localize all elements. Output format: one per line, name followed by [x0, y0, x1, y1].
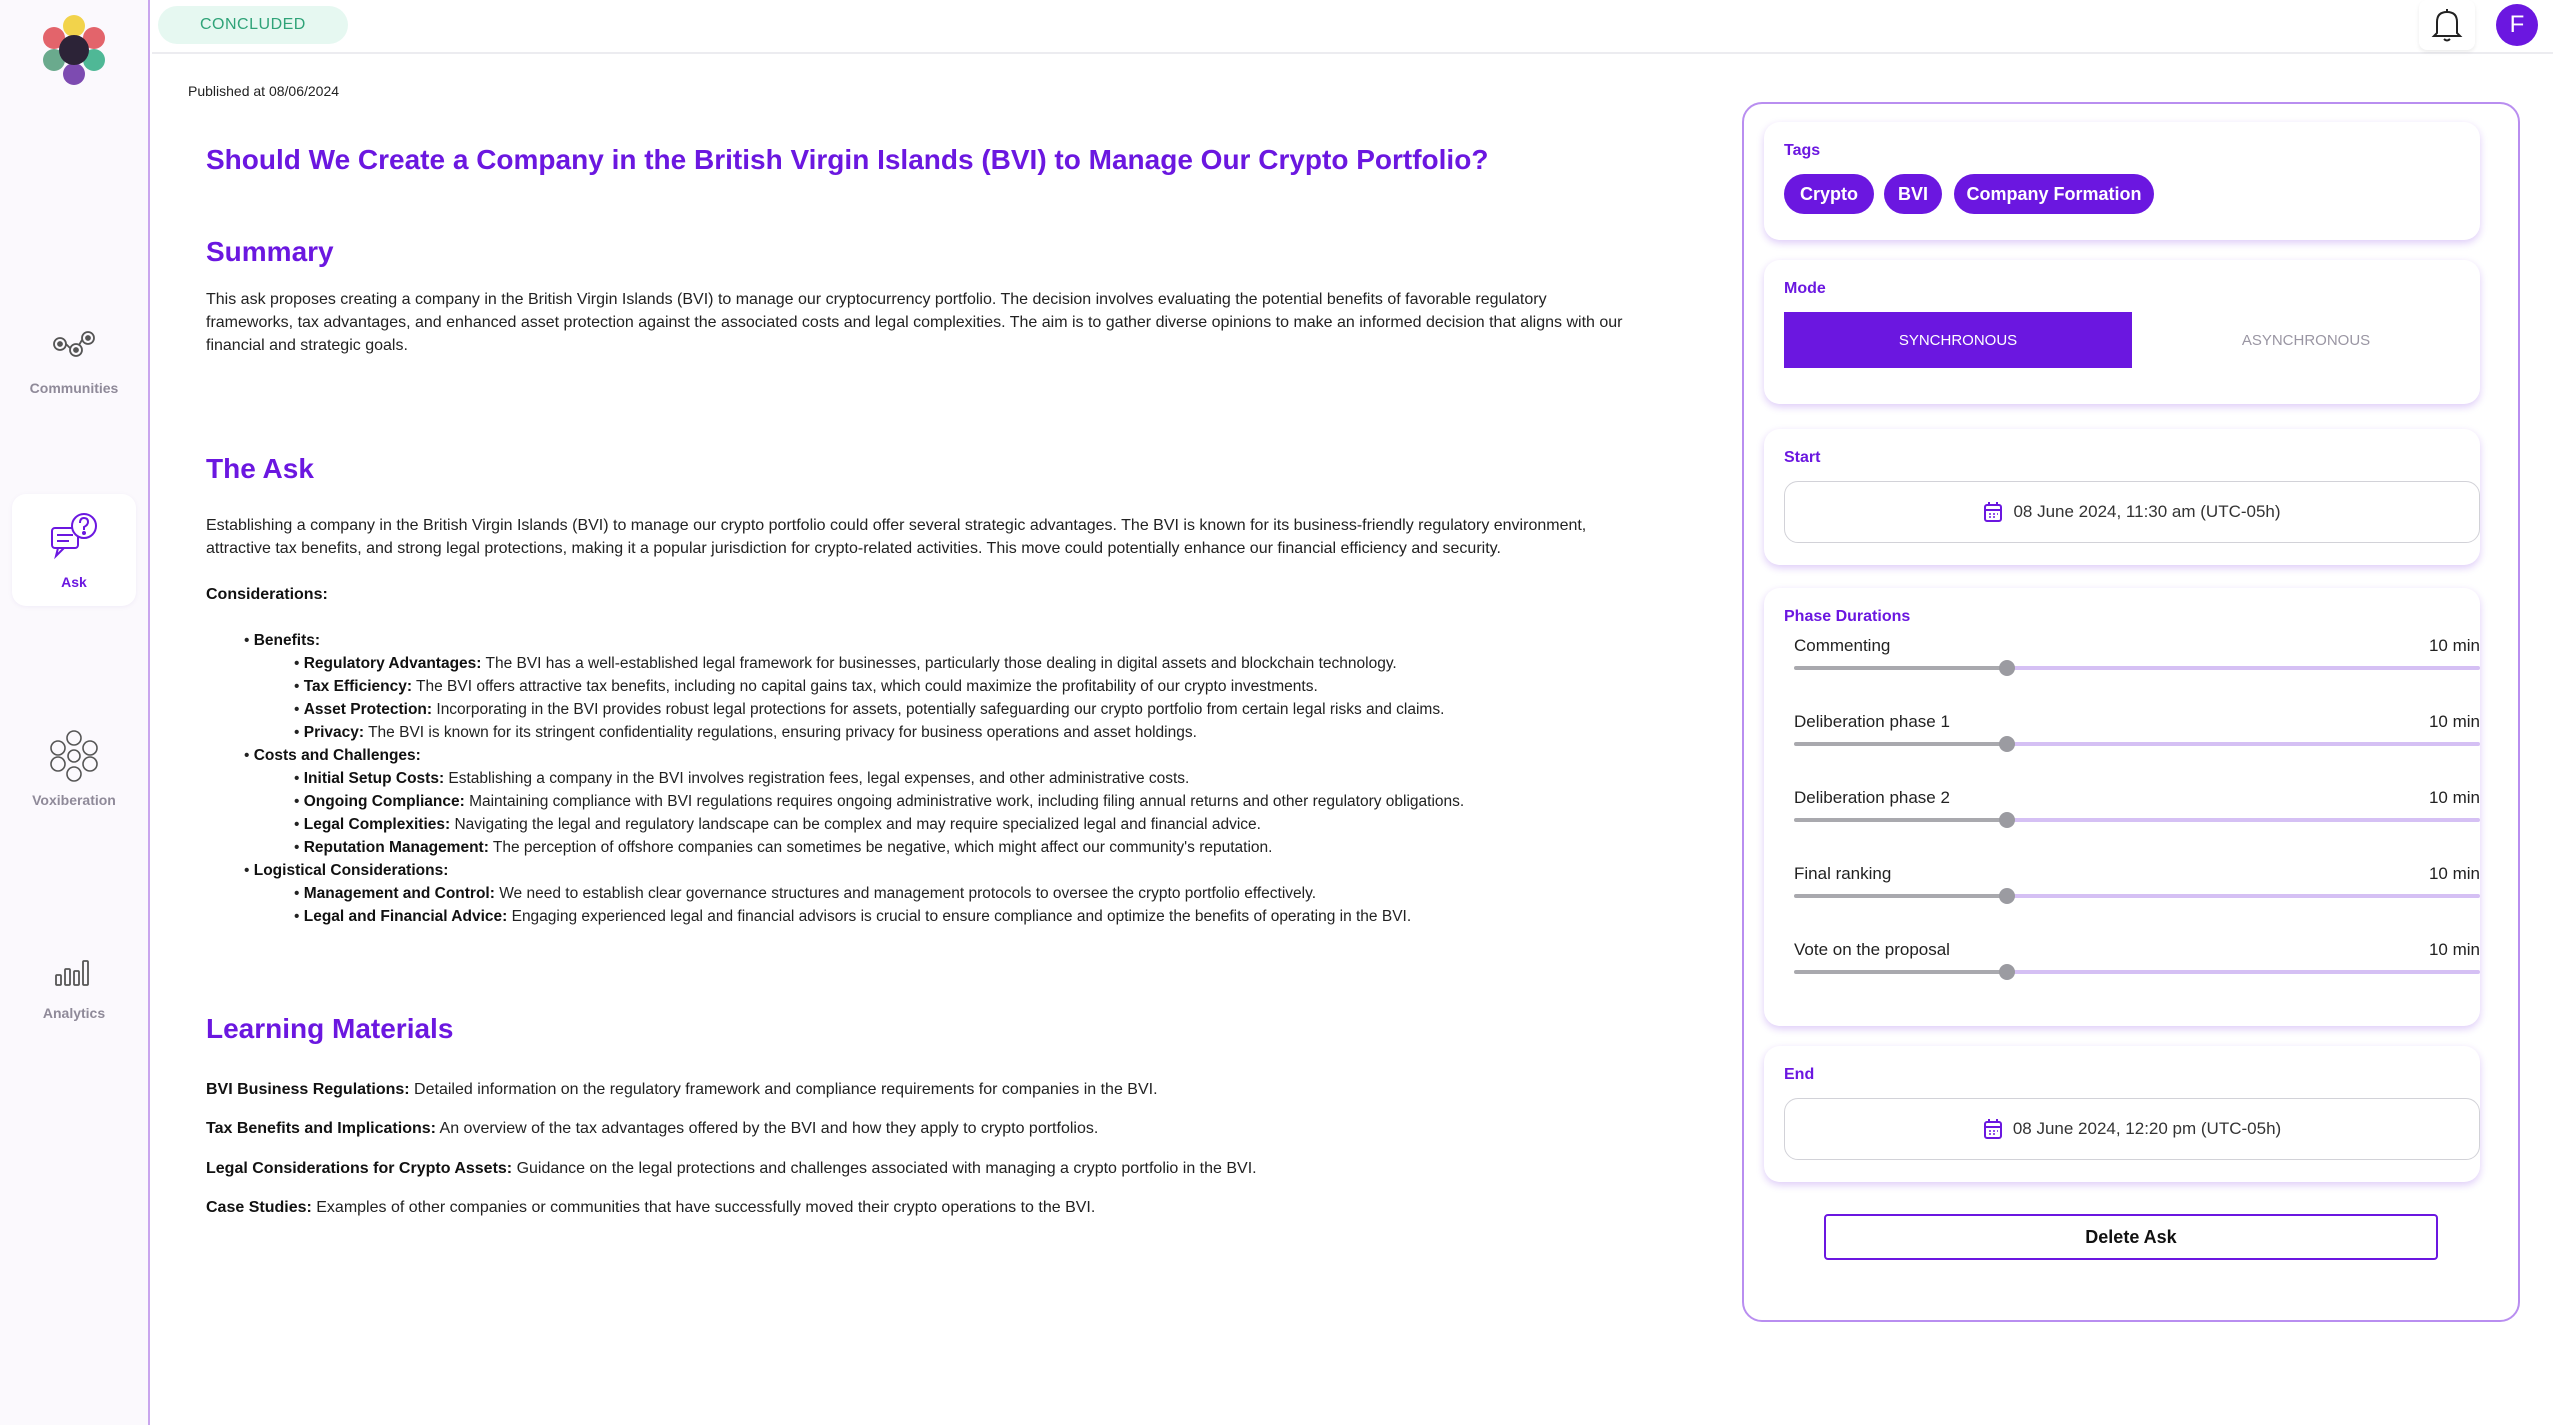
mode-card — [1764, 260, 2480, 404]
slider-thumb[interactable] — [1999, 660, 2015, 676]
top-bar — [152, 0, 2553, 54]
calendar-icon — [1983, 501, 2003, 523]
sidebar-item-ask[interactable] — [12, 494, 136, 606]
status-badge: CONCLUDED — [158, 6, 348, 44]
calendar-icon — [1983, 1118, 2003, 1140]
notifications-button[interactable] — [2419, 0, 2475, 50]
ask-settings-panel — [1742, 102, 2520, 1322]
mode-label: Mode — [1784, 280, 1826, 297]
phase-slider[interactable] — [1794, 970, 2480, 974]
phase-durations-label: Phase Durations — [1784, 608, 1911, 625]
start-label: Start — [1784, 449, 1821, 466]
tags-label: Tags — [1784, 142, 1821, 159]
phase-slider[interactable] — [1794, 894, 2480, 898]
considerations-label: Considerations: — [206, 586, 328, 603]
mode-asynchronous-button[interactable]: ASYNCHRONOUS — [2241, 331, 2371, 349]
slider-thumb[interactable] — [1999, 736, 2015, 752]
list-item: • Ongoing Compliance: Maintaining compliance with BVI regulations requires ongoing administrative work, including filing annual returns and other regulatory obligations. — [294, 793, 1465, 810]
sidebar-item-communities[interactable] — [12, 300, 136, 412]
end-card — [1764, 1046, 2480, 1182]
list-item: • Management and Control: We need to establish clear governance structures and management protocols to oversee the crypto portfolio effectively. — [294, 885, 1316, 902]
phase-value: 10 min — [2428, 864, 2480, 883]
phase-row-commenting — [1794, 636, 2480, 686]
avatar[interactable]: F — [2496, 4, 2538, 46]
list-item: • Initial Setup Costs: Establishing a company in the BVI involves registration fees, legal expenses, and other administrative costs. — [294, 770, 1190, 787]
sidebar-item-label: Analytics — [42, 1005, 106, 1021]
tag-crypto[interactable]: Crypto — [1784, 174, 1874, 214]
phase-value: 10 min — [2428, 712, 2480, 731]
list-item: • Tax Efficiency: The BVI offers attractive tax benefits, including no capital gains tax, which could maximize the profitability of our crypto investments. — [294, 678, 1318, 695]
end-label: End — [1784, 1066, 1815, 1083]
phase-slider[interactable] — [1794, 742, 2480, 746]
end-date-field[interactable] — [1784, 1098, 2480, 1160]
phase-row-final-ranking — [1794, 864, 2480, 914]
considerations-list — [206, 629, 1464, 928]
sidebar-item-label: Ask — [61, 574, 87, 590]
sidebar-item-label: Communities — [29, 380, 119, 396]
sidebar-item-label: Voxiberation — [32, 792, 116, 808]
slider-thumb[interactable] — [1999, 888, 2015, 904]
the-ask-text: Establishing a company in the British Virgin Islands (BVI) to manage our crypto portfolio could offer several strategic advantages. The BVI is known for its business-friendly regulatory environment, attractive tax benefits, and strong legal protections, making it a popular jurisdiction for crypto-related activities. This move could potentially enhance our financial efficiency and security. — [206, 517, 1587, 557]
list-item: • Legal and Financial Advice: Engaging experienced legal and financial advisors is crucial to ensure compliance and optimize the benefits of operating in the BVI. — [294, 908, 1412, 925]
phase-row-deliberation-1 — [1794, 712, 2480, 762]
analytics-icon — [46, 941, 102, 997]
published-date: Published at 08/06/2024 — [188, 83, 340, 99]
bell-icon — [2431, 7, 2463, 43]
phase-name: Deliberation phase 2 — [1794, 788, 1950, 807]
tag-bvi[interactable]: BVI — [1884, 174, 1942, 214]
voxiberation-icon — [46, 728, 102, 784]
learning-materials-heading: Learning Materials — [206, 1013, 454, 1044]
slider-thumb[interactable] — [1999, 812, 2015, 828]
list-item: • Benefits: — [244, 632, 321, 649]
list-item: • Costs and Challenges: — [244, 747, 421, 764]
phase-durations-card — [1764, 588, 2480, 1026]
page-title: Should We Create a Company in the British Virgin Islands (BVI) to Manage Our Crypto Portfolio? — [206, 144, 1489, 175]
mode-synchronous-button[interactable]: SYNCHRONOUS — [1784, 312, 2132, 368]
the-ask-heading: The Ask — [206, 453, 314, 484]
learning-item: BVI Business Regulations: Detailed information on the regulatory framework and compliance requirements for companies in the BVI. — [206, 1081, 1158, 1098]
summary-text: This ask proposes creating a company in the British Virgin Islands (BVI) to manage our cryptocurrency portfolio. The decision involves evaluating the potential benefits of favorable regulatory frameworks, tax advantages, and enhanced asset protection against the associated costs and legal complexities. The aim is to gather diverse opinions to make an informed decision that aligns with our financial and strategic goals. — [206, 291, 1623, 354]
phase-name: Vote on the proposal — [1794, 940, 1950, 959]
slider-thumb[interactable] — [1999, 964, 2015, 980]
list-item: • Logistical Considerations: — [244, 862, 449, 879]
phase-name: Final ranking — [1794, 864, 1892, 883]
learning-item: Case Studies: Examples of other companies or communities that have successfully moved their crypto operations to the BVI. — [206, 1199, 1096, 1216]
start-date-field[interactable] — [1784, 481, 2480, 543]
phase-slider[interactable] — [1794, 666, 2480, 670]
phase-value: 10 min — [2428, 788, 2480, 807]
sidebar-item-analytics[interactable] — [12, 925, 136, 1037]
list-item: • Privacy: The BVI is known for its stringent confidentiality regulations, ensuring privacy for business operations and asset holdings. — [294, 724, 1197, 741]
delete-ask-button[interactable]: Delete Ask — [1824, 1214, 2438, 1260]
phase-name: Deliberation phase 1 — [1794, 712, 1950, 731]
tags-card — [1764, 122, 2480, 240]
sidebar — [0, 0, 150, 1425]
app-logo[interactable] — [38, 14, 110, 90]
learning-item: Legal Considerations for Crypto Assets: Guidance on the legal protections and challenges associated with managing a crypto portfolio in the BVI. — [206, 1160, 1257, 1177]
phase-value: 10 min — [2428, 940, 2480, 959]
phase-value: 10 min — [2428, 636, 2480, 655]
communities-icon — [46, 316, 102, 372]
list-item: • Asset Protection: Incorporating in the BVI provides robust legal protections for assets, potentially safeguarding our crypto portfolio from certain legal risks and claims. — [294, 701, 1445, 718]
start-date-value: 08 June 2024, 11:30 am (UTC-05h) — [2013, 502, 2281, 521]
ask-icon — [46, 510, 102, 566]
end-date-value: 08 June 2024, 12:20 pm (UTC-05h) — [2012, 1119, 2282, 1138]
sidebar-item-voxiberation[interactable] — [12, 712, 136, 824]
start-card — [1764, 429, 2480, 565]
list-item: • Regulatory Advantages: The BVI has a well-established legal framework for businesses, particularly those dealing in digital assets and blockchain technology. — [294, 655, 1397, 672]
phase-slider[interactable] — [1794, 818, 2480, 822]
summary-heading: Summary — [206, 236, 334, 267]
tag-company-formation[interactable]: Company Formation — [1954, 174, 2154, 214]
list-item: • Legal Complexities: Navigating the legal and regulatory landscape can be complex and may require specialized legal and financial advice. — [294, 816, 1261, 833]
phase-row-deliberation-2 — [1794, 788, 2480, 838]
list-item: • Reputation Management: The perception of offshore companies can sometimes be negative, which might affect our community's reputation. — [294, 839, 1273, 856]
phase-name: Commenting — [1794, 636, 1891, 655]
phase-row-vote — [1794, 940, 2480, 990]
learning-item: Tax Benefits and Implications: An overview of the tax advantages offered by the BVI and how they apply to crypto portfolios. — [206, 1120, 1099, 1137]
